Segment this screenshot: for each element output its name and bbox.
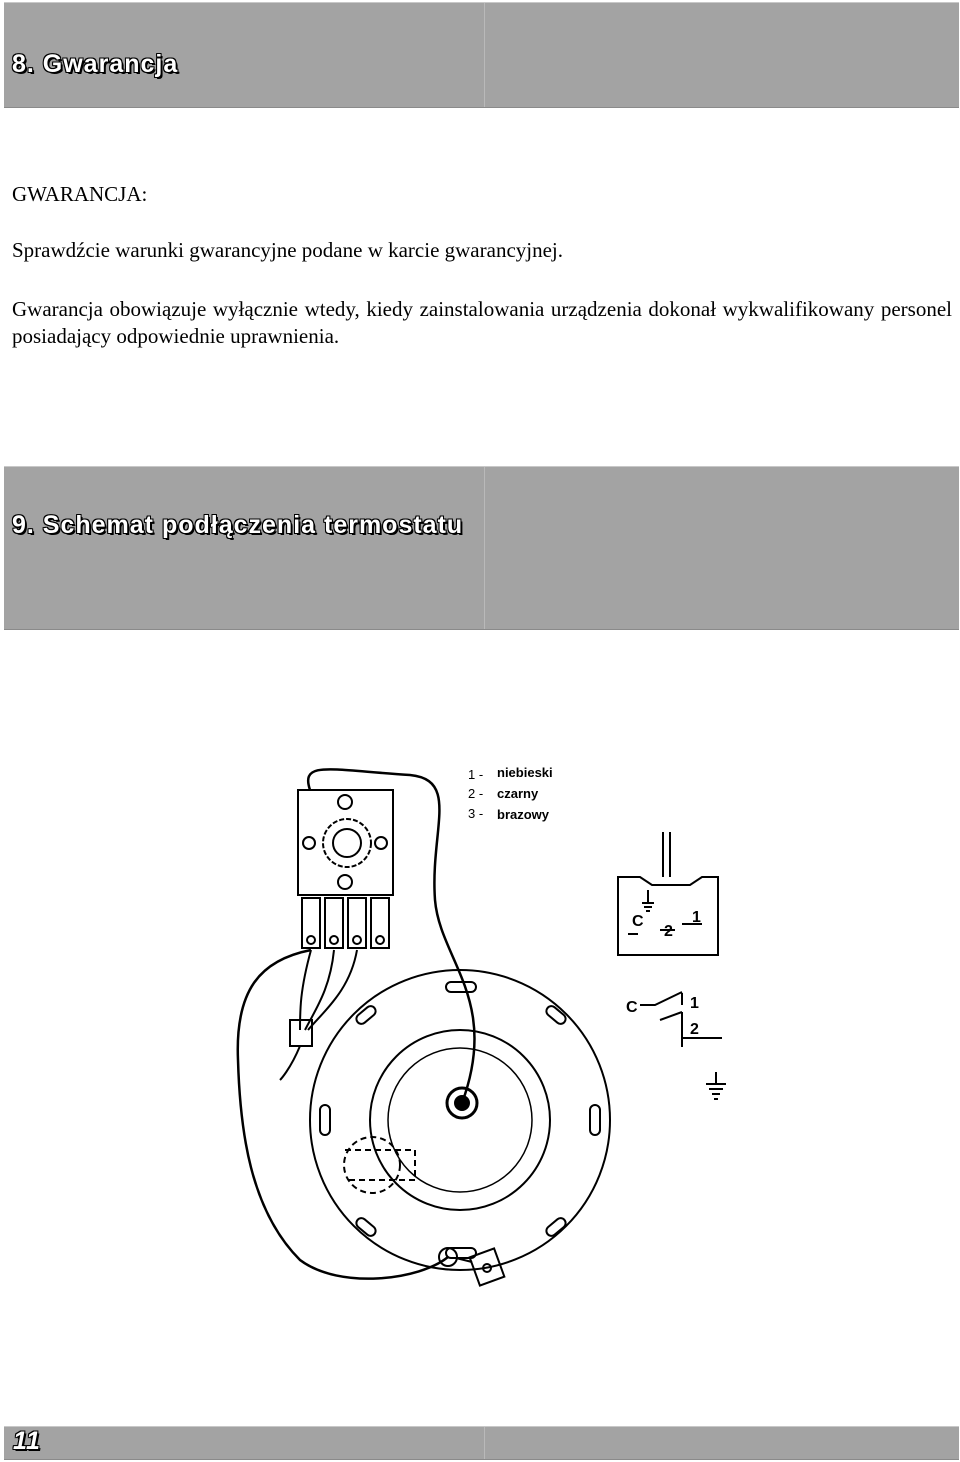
legend-num-3: 3 - — [468, 806, 484, 821]
side-terminal-2: 2 — [664, 923, 673, 940]
heater-flange-inner — [370, 1030, 550, 1210]
side-terminal-1: 1 — [692, 909, 701, 926]
legend-num-1: 1 - — [468, 767, 484, 782]
banner-divider — [484, 3, 485, 107]
thermostat-knob — [323, 819, 371, 867]
page-number: 11 — [13, 1427, 41, 1455]
legend-num-2: 2 - — [468, 786, 484, 801]
warranty-heading: GWARANCJA: — [12, 182, 148, 206]
warranty-paragraph-2: Gwarancja obowiązuje wyłącznie wtedy, kiedy zainstalowania urządzenia dokonał wykwalifikowany personel posiadający odpowiednie uprawnienia. — [12, 297, 952, 348]
section-9-title: 9. Schemat podłączenia termostatu — [12, 511, 464, 539]
thermostat-body — [298, 790, 393, 895]
schematic-terminal-1: 1 — [690, 995, 699, 1012]
legend-color-3: brazowy — [497, 807, 550, 822]
footer-banner — [4, 1426, 959, 1460]
legend-color-2: czarny — [497, 786, 539, 801]
schematic-terminal-c: C — [626, 999, 638, 1016]
schematic-terminal-2: 2 — [690, 1021, 699, 1038]
side-terminal-c: C — [632, 913, 644, 930]
banner-divider — [484, 467, 485, 629]
section-8-banner — [4, 2, 959, 108]
legend-color-1: niebieski — [497, 765, 553, 780]
section-9-banner — [4, 466, 959, 630]
section-8-title: 8. Gwarancja — [12, 50, 179, 78]
warranty-paragraph-1: Sprawdźcie warunki gwarancyjne podane w karcie gwarancyjnej. — [12, 238, 564, 262]
thermostat-wiring-diagram — [220, 750, 740, 1310]
banner-divider — [484, 1427, 485, 1459]
